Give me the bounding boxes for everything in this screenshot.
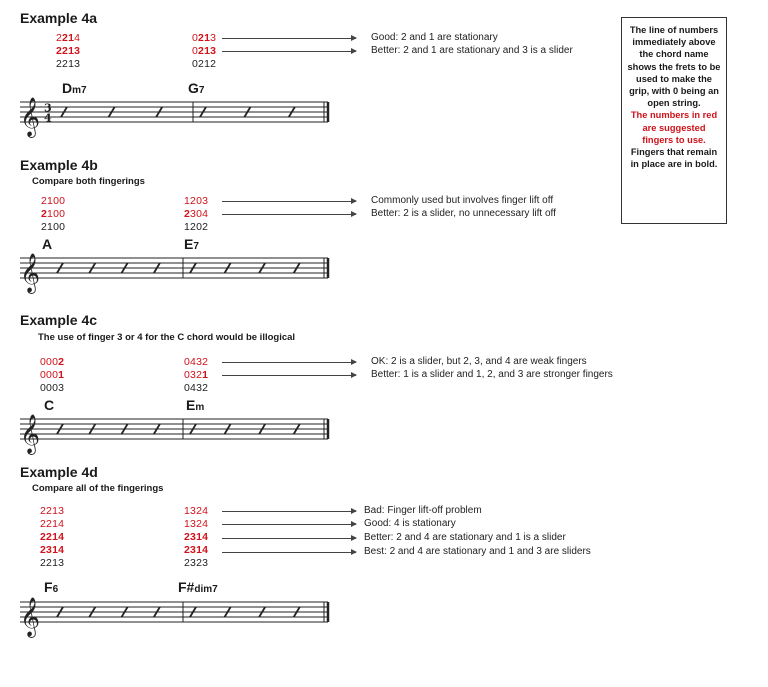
chord-root: D (62, 80, 73, 96)
fingering-digits: 000 (40, 369, 59, 381)
example-4c-title: Example 4c (20, 312, 98, 328)
chord-symbol (62, 80, 87, 96)
fingering-digits: 2 (184, 208, 191, 220)
chord-root: F# (178, 579, 195, 595)
ex4a-col2 (192, 32, 216, 71)
fingering-digits: 2213 (40, 557, 65, 569)
chord-quality: 6 (52, 584, 59, 595)
fingering-row (40, 557, 64, 570)
ex4c-note-2: Better: 1 is a slider and 1, 2, and 3 are stronger fingers (371, 369, 613, 380)
chord-symbol (186, 397, 204, 413)
ex4c-col2 (184, 356, 208, 395)
fingering-digits: 1324 (184, 505, 209, 517)
chord-symbol (178, 579, 218, 595)
arrow (222, 552, 356, 553)
arrow (222, 511, 356, 512)
chord-quality: dim7 (194, 584, 218, 595)
arrow (222, 524, 356, 525)
fingering-row (192, 32, 216, 45)
fingering-row (40, 544, 64, 557)
fingering-digits: 0212 (192, 58, 217, 70)
fingering-digits: 1 (58, 369, 65, 381)
music-staff (16, 596, 336, 638)
fingering-row (184, 382, 208, 395)
fingering-row (184, 557, 208, 570)
fingering-row (184, 505, 208, 518)
fingering-digits: 2314 (184, 531, 209, 543)
arrow (222, 375, 356, 376)
fingering-row (40, 382, 64, 395)
fingering-digits: 1203 (184, 195, 209, 207)
fingering-digits: 4 (74, 32, 81, 44)
chord-quality: m7 (72, 85, 87, 96)
arrow (222, 214, 356, 215)
ex4d-note-2: Good: 4 is stationary (364, 518, 456, 529)
ex4d-note-4: Best: 2 and 4 are stationary and 1 and 3 are sliders (364, 546, 591, 557)
treble-clef-icon: 𝄞 (20, 597, 41, 637)
example-4c-subtitle: The use of finger 3 or 4 for the C chord would be illogical (38, 332, 296, 343)
ex4d-col1 (40, 505, 64, 570)
arrow (222, 51, 356, 52)
fingering-row (40, 505, 64, 518)
fingering-row (184, 208, 208, 221)
fingering-digits: 2100 (41, 195, 66, 207)
fingering-row (184, 221, 208, 234)
chord-symbol (188, 80, 204, 96)
chord-quality: 7 (198, 85, 205, 96)
fingering-digits: 2314 (40, 544, 65, 556)
fingering-digits: 2 (58, 356, 65, 368)
fingering-digits: 2214 (40, 518, 65, 530)
fingering-digits: 2323 (184, 557, 209, 569)
fingering-row (184, 531, 208, 544)
fingering-row (184, 369, 208, 382)
fingering-row (41, 195, 65, 208)
fingering-digits: 2213 (56, 58, 81, 70)
example-4a-title: Example 4a (20, 10, 98, 26)
fingering-row (56, 32, 80, 45)
chord-root: E (186, 397, 196, 413)
arrow (222, 38, 356, 39)
fingering-row (184, 518, 208, 531)
fingering-digits: 2214 (40, 531, 65, 543)
fingering-row (192, 58, 216, 71)
example-4b-title: Example 4b (20, 157, 98, 173)
fingering-digits: 1 (202, 369, 209, 381)
fingering-row (40, 356, 64, 369)
fingering-row (184, 356, 208, 369)
fingering-digits: 2100 (41, 221, 66, 233)
note-text-2: Fingers that remain in place are in bold. (630, 147, 718, 170)
chord-quality: 7 (193, 241, 199, 252)
fingering-row (40, 531, 64, 544)
fingering-row (41, 221, 65, 234)
chord-root: A (42, 236, 53, 252)
fingering-digits: 304 (190, 208, 209, 220)
fingering-digits: 2 (41, 208, 48, 220)
fingering-digits: 1324 (184, 518, 209, 530)
fingering-digits: 2213 (40, 505, 65, 517)
example-4b-subtitle: Compare both fingerings (32, 176, 145, 187)
fingering-row (56, 45, 80, 58)
fingering-digits: 2213 (56, 45, 81, 57)
music-staff (16, 96, 336, 138)
fingering-digits: 0 (192, 32, 199, 44)
note-text-red: The numbers in red are suggested fingers to use. (630, 110, 718, 145)
fingering-row (192, 45, 216, 58)
arrow (222, 201, 356, 202)
time-signature-bottom: 4 (44, 111, 52, 125)
chord-root: E (184, 236, 194, 252)
chord-symbol (184, 236, 199, 252)
chord-symbol (44, 397, 54, 413)
fingering-digits: 2 (56, 32, 63, 44)
arrow (222, 538, 356, 539)
arrow (222, 362, 356, 363)
fingering-digits: 032 (184, 369, 203, 381)
chord-symbol (42, 236, 52, 252)
fingering-digits: 21 (198, 32, 211, 44)
chord-root: C (44, 397, 55, 413)
fingering-row (184, 195, 208, 208)
ex4c-note-1: OK: 2 is a slider, but 2, 3, and 4 are weak fingers (371, 356, 587, 367)
info-note-box (621, 17, 727, 224)
fingering-digits: 0 (192, 45, 199, 57)
example-4d-subtitle: Compare all of the fingerings (32, 483, 164, 494)
ex4a-note-2: Better: 2 and 1 are stationary and 3 is a slider (371, 45, 573, 56)
fingering-row (184, 544, 208, 557)
ex4d-col2 (184, 505, 208, 570)
treble-clef-icon: 𝄞 (20, 253, 41, 293)
fingering-row (40, 369, 64, 382)
ex4b-col2 (184, 195, 208, 234)
fingering-row (40, 518, 64, 531)
ex4d-note-1: Bad: Finger lift-off problem (364, 505, 482, 516)
fingering-digits: 1202 (184, 221, 209, 233)
chord-quality: m (195, 402, 205, 413)
chord-root: F (44, 579, 53, 595)
ex4b-note-1: Commonly used but involves finger lift off (371, 195, 554, 206)
ex4b-col1 (41, 195, 65, 234)
note-text-1: The line of numbers immediately above the chord name shows the frets to be used to make the grip, with 0 being an open string. (627, 25, 721, 109)
ex4a-col1 (56, 32, 80, 71)
treble-clef-icon: 𝄞 (20, 414, 41, 454)
chord-root: G (188, 80, 199, 96)
music-staff (16, 252, 336, 294)
fingering-digits: 21 (62, 32, 75, 44)
fingering-digits: 3 (210, 32, 217, 44)
treble-clef-icon: 𝄞 (20, 97, 41, 137)
fingering-digits: 2314 (184, 544, 209, 556)
fingering-row (56, 58, 80, 71)
fingering-digits: 0003 (40, 382, 65, 394)
fingering-digits: 0432 (184, 356, 209, 368)
fingering-row (41, 208, 65, 221)
fingering-digits: 213 (198, 45, 217, 57)
ex4a-note-1: Good: 2 and 1 are stationary (371, 32, 498, 43)
fingering-digits: 100 (47, 208, 66, 220)
time-signature-top: 3 (44, 101, 52, 115)
music-staff (16, 413, 336, 455)
fingering-digits: 0432 (184, 382, 209, 394)
fingering-digits: 000 (40, 356, 59, 368)
chord-symbol (44, 579, 58, 595)
ex4d-note-3: Better: 2 and 4 are stationary and 1 is a slider (364, 532, 566, 543)
ex4b-note-2: Better: 2 is a slider, no unnecessary lift off (371, 208, 556, 219)
ex4c-col1 (40, 356, 64, 395)
example-4d-title: Example 4d (20, 464, 98, 480)
